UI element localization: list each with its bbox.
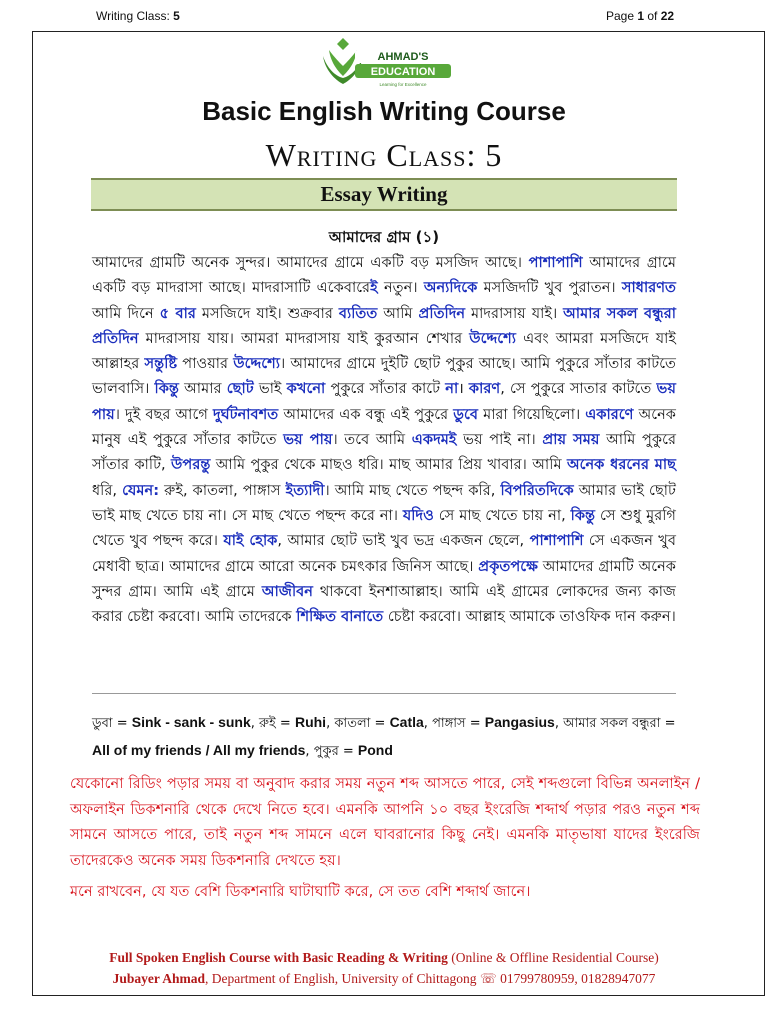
vocab-entry: পুকুর = Pond — [313, 742, 393, 759]
highlighted-word: অনেক ধরনের মাছ — [566, 456, 676, 474]
highlighted-word: সাধারণত — [621, 279, 676, 297]
highlighted-word: পাশাপাশি — [528, 254, 583, 271]
essay-text: । তবে আমি — [332, 431, 412, 449]
highlighted-word: একদমই — [411, 431, 457, 449]
essay-text: সে মাছ খেতে চায় না, — [433, 506, 571, 524]
highlighted-word: যাই হোক — [223, 532, 278, 550]
highlighted-word: বিপরিতদিকে — [500, 481, 574, 499]
remember-note: মনে রাখবেন, যে যত বেশি ডিকশনারি ঘাটাঘাটি করে, সে তত বেশি শব্দার্থ জানে। — [70, 883, 531, 900]
vocab-entry: কাতলা = Catla, — [334, 714, 433, 731]
footer-contact-line: Jubayer Ahmad, Department of English, University of Chittagong ☏ 01799780959, 01828947077 — [112, 971, 656, 986]
svg-text:AHMAD'S: AHMAD'S — [377, 51, 429, 63]
essay-text: মসজিদে যাই। শুক্রবার — [195, 304, 339, 322]
essay-text: আমাদের গ্রামটি অনেক সুন্দর গ্রাম। আমি এই গ্রামে — [92, 557, 677, 600]
footer-course-line: Full Spoken English Course with Basic Reading & Writing (Online & Offline Residential Course) — [109, 950, 659, 965]
essay-text: । — [458, 380, 469, 398]
page-number: Page 1 of 22 — [606, 9, 675, 23]
highlighted-word: উদ্দেশ্যে — [469, 329, 516, 347]
highlighted-word: না — [445, 380, 459, 398]
highlighted-word: প্রায় সময় — [542, 431, 600, 449]
essay-text: সে একজন খুব মেধাবী ছাত্র। আমাদের গ্রামে আরো অনেক চমৎকার জিনিস আছে। — [92, 532, 677, 575]
highlighted-word: যেমন: — [122, 481, 160, 499]
highlighted-word: কখনো — [286, 380, 326, 398]
essay-text: ভাই — [253, 380, 287, 398]
highlighted-word: দুর্ঘটনাবশত — [212, 405, 279, 423]
vocabulary-list — [92, 709, 682, 765]
essay-text: আমি পুকুরে সাঁতার কাটি, — [92, 431, 677, 474]
essay-text: রুই, কাতলা, পাঙ্গাস — [159, 481, 286, 499]
highlighted-word: ব্যতিত — [338, 304, 378, 322]
svg-text:Learning for Excellence: Learning for Excellence — [379, 82, 427, 87]
highlighted-word: উদ্দেশ্যে — [233, 355, 280, 373]
highlighted-word: ইত্যাদী — [285, 481, 325, 499]
essay-title: আমাদের গ্রাম (১) — [328, 228, 440, 246]
highlighted-word: ছোট — [226, 380, 254, 398]
vocab-entry: পাঙ্গাস = Pangasius, — [432, 714, 564, 731]
highlighted-word: ভয় পায় — [92, 380, 676, 423]
phone-icon: ☏ — [479, 971, 497, 986]
essay-text: আমাদের এক বন্ধু এই পুকুরে — [278, 405, 454, 423]
highlighted-word: অন্যদিকে — [423, 279, 478, 297]
essay-text: ধরি, — [92, 481, 123, 499]
vocab-entry: রুই = Ruhi, — [259, 714, 335, 731]
svg-text:EDUCATION: EDUCATION — [370, 66, 436, 78]
class-title: Writing Class: 5 — [265, 137, 503, 173]
vocab-entry: আমার সকল বন্ধুরা = All of my friends / All my friends, — [92, 716, 676, 759]
essay-text: আমাদের গ্রামে একটি বড় মাদরাসা আছে। মাদরাসাটি একেবারে — [92, 254, 676, 297]
essay-text: মসজিদটি খুব পুরাতন। — [477, 279, 622, 297]
essay-text: , আমার ছোট ভাই খুব ভদ্র একজন ছেলে, — [277, 532, 530, 550]
highlighted-word: ৫ বার — [159, 304, 196, 322]
essay-text: থাকবো ইনশাআল্লাহ। আমি এই গ্রামের লোকদের জন্য কাজ করার চেষ্টা করবো। আমি তাদেরকে — [92, 582, 676, 626]
essay-text: , সে পুকুরে সাতার কাটতে — [500, 380, 657, 398]
section-title: Essay Writing — [320, 182, 448, 206]
highlighted-word: কারণ — [468, 380, 501, 398]
highlighted-word: একারণে — [585, 405, 634, 423]
dictionary-advice-note: যেকোনো রিডিং পড়ার সময় বা অনুবাদ করার সময় নতুন শব্দ আসতে পারে, সেই শব্দগুলো বিভিন্ন অনলাইন / অফলাইন ডিকশনারি থেকে দেখে নিতে হবে। এমনকি আপনি ১০ বছর ইংরেজি শব্দার্থ পড়ার পরও নতুন শব্দ সামনে আসতে পারে, তাই নতুন শব্দ সামনে এলে ঘাবরানোর কিছু নেই। এমনকি মাতৃভাষা যাদের ইংরেজি তাদেরকেও অনেক সময় ডিকশনারি দেখতে হয়। — [70, 775, 700, 869]
essay-text: মাদরাসায় যাই। — [465, 304, 564, 322]
essay-text: আমি দিনে — [92, 304, 160, 322]
essay-text: মাদরাসায় যায়। আমরা মাদরাসায় যাই কুরআন শেখার — [138, 329, 470, 347]
highlighted-word: কিন্তু — [570, 506, 596, 524]
essay-text: আমার ভাই ছোট ভাই মাছ খেতে চায় না। সে মাছ খেতে পছন্দ করে না। — [92, 481, 676, 524]
highlighted-word: ডুবে — [453, 405, 479, 423]
essay-text: । আমাদের গ্রামে দুইটি ছোট পুকুর আছে। আমি পুকুরে সাঁতার কাটতে ভালবাসি। — [92, 355, 677, 398]
essay-text: আমি পুকুর থেকে মাছও ধরি। মাছ আমার প্রিয় খাবার। আমি — [210, 456, 567, 474]
highlighted-word: আমার সকল বন্ধুরা প্রতিদিন — [92, 304, 676, 347]
highlighted-word: যদিও — [402, 506, 434, 524]
highlighted-word: পাশাপাশি — [529, 532, 584, 550]
essay-text: আমার — [178, 380, 227, 398]
essay-text: ভয় পাই না। — [456, 431, 543, 449]
essay-text: আমি — [377, 304, 419, 322]
essay-text: আমাদের গ্রামটি অনেক সুন্দর। আমাদের গ্রামে একটি বড় মসজিদ আছে। — [92, 254, 529, 271]
highlighted-word: কিন্তু — [154, 380, 179, 398]
section-title-band — [91, 178, 677, 211]
highlighted-word: ভয় পায় — [283, 431, 333, 449]
ahmads-education-logo — [309, 36, 455, 88]
course-title: Basic English Writing Course — [202, 96, 566, 126]
highlighted-word: সন্তুষ্টি — [144, 355, 178, 373]
highlighted-word: উপরন্তু — [171, 456, 211, 474]
essay-text: পুকুরে সাঁতার কাটে — [325, 380, 446, 398]
divider — [92, 693, 676, 694]
essay-text: নতুন। — [377, 279, 424, 297]
essay-text: অনেক মানুষ এই পুকুরে সাঁতার কাটতে — [92, 405, 676, 449]
essay-text: এবং আমরা মসজিদে যাই আল্লাহর — [92, 329, 676, 373]
highlighted-word: শিক্ষিত বানাতে — [296, 608, 384, 626]
essay-text: মারা গিয়েছিলো। — [478, 405, 586, 423]
highlighted-word: আজীবন — [261, 582, 313, 600]
essay-text: । দুই বছর আগে — [114, 405, 213, 423]
highlighted-word: প্রতিদিন — [418, 304, 466, 322]
essay-text: সে শুধু মুরগি খেতে খুব পছন্দ করে। — [92, 506, 676, 550]
running-header-left: Writing Class: 5 — [96, 9, 180, 23]
vocab-entry: ডুবা = Sink - sank - sunk, — [92, 714, 260, 731]
highlighted-word: ই — [370, 279, 378, 297]
essay-text: । আমি মাছ খেতে পছন্দ করি, — [324, 481, 501, 499]
essay-body — [92, 250, 676, 629]
essay-text: চেষ্টা করবো। আল্লাহ আমাকে তাওফিক দান করুন। — [383, 608, 676, 626]
essay-text: পাওয়ার — [177, 355, 234, 373]
highlighted-word: প্রকৃতপক্ষে — [478, 557, 538, 575]
